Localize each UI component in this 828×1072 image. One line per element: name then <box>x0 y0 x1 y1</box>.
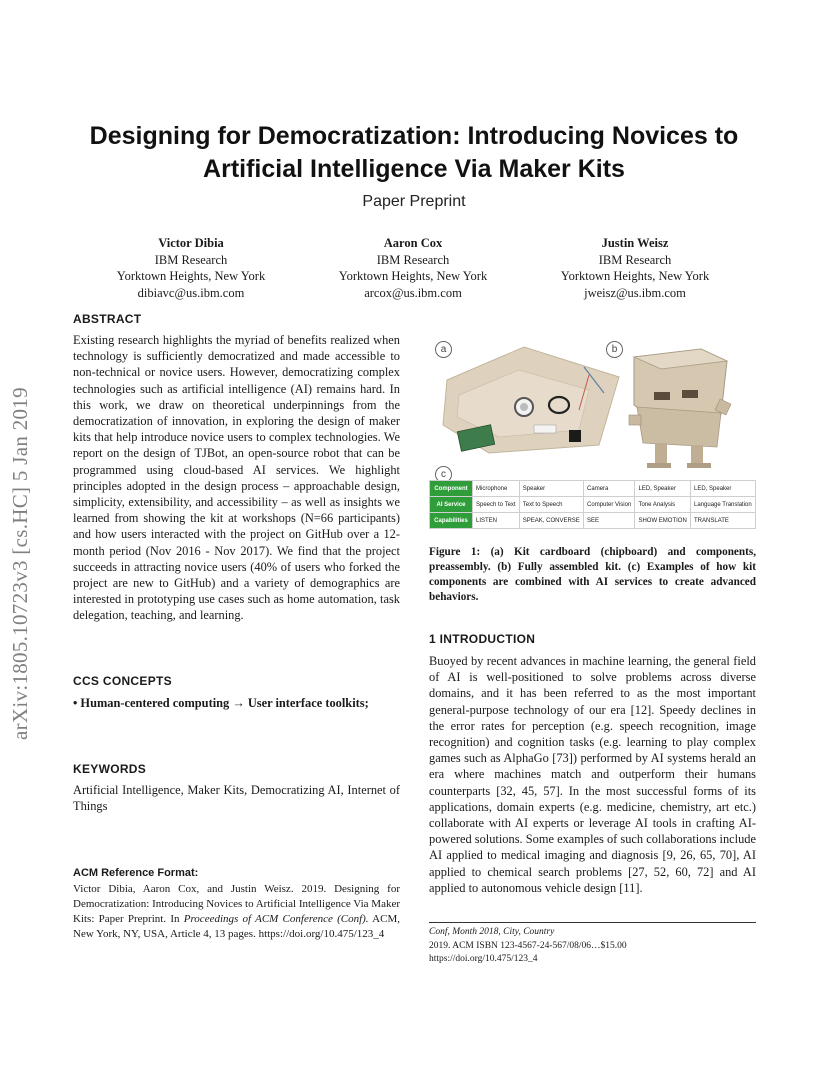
abstract-text: Existing research highlights the myriad of benefits realized when technology is sufficiently democratized and made accessible to non-technical or novice users. However, democratizing complex technologies such as artificial intelligence (AI) remains hard. In this work, we draw on theoretical underpinnings from the democratization of innovation, in exploring the design of maker kits that help introduce novice users to complex technologies. We report on the design of TJBot, an open-source robot that can be programmed using cloud-based AI services. We highlight principles adopted in the design process – approachable design, simplicity, extensibility, and accessibility – as well as insights we learned from showing the kit at workshops (N=66 participants) and how users interacted with the project on GitHub over a 12-month period (Nov 2016 - Nov 2017). We find that the project succeeds in attracting novice users (40% of users who forked the project are new to GitHub) and a variety of demographics are interested in prototyping use cases such as home automation, task delegation, teaching, and learning. <box>73 333 400 623</box>
acm-reference-part: Victor Dibia, Aaron Cox, and Justin Weisz. 2019. Designing for Democratization: Introducing Novices to Artificial Intelligence Via Maker Kits: Paper Preprint. In <box>73 883 400 925</box>
author-location: Yorktown Heights, New York <box>338 269 488 283</box>
table-row-header: AI Service <box>430 497 473 513</box>
figure-label-c: c <box>435 466 452 483</box>
figure-1 <box>429 335 756 533</box>
table-cell: Computer Vision <box>584 497 635 513</box>
table-row <box>430 497 756 513</box>
table-cell: Text to Speech <box>519 497 583 513</box>
author-org: IBM Research <box>598 252 672 267</box>
introduction-text: Buoyed by recent advances in machine learning, the general field of AI is well-positioned to solve problems across diverse domains, and it has been referred to as the most important general-purpose technology of our era [12]. Speedy declines in the error rates for perception (e.g. speech recognition, image recognition) and cognition tasks (e.g. learning to play complex games such as AlphaGo [73]) performed by AI systems herald an era where machines match and outperform their humans counterparts [32, 45, 57]. In the most successful forms of its applications, domain experts (e.g. medicine, chemistry, art etc.) collaborate with AI experts or leverage AI tools in crafting AI-powered solutions. Some examples of such collaborations include AI applied to medical imaging and diagnosis [9, 26, 65, 70], AI applied to chemical search problems [27, 52, 60, 72] and AI applied to autonomous vehicle design [11]. <box>429 654 756 895</box>
table-cell: SEE <box>584 513 635 529</box>
keywords-text: Artificial Intelligence, Maker Kits, Democratizing AI, Internet of Things <box>73 783 400 814</box>
acm-reference-heading: ACM Reference Format: <box>73 867 199 879</box>
table-cell: SPEAK, CONVERSE <box>519 513 583 529</box>
table-row-header: Capabilities <box>430 513 473 529</box>
table-cell: Microphone <box>473 481 520 497</box>
acm-reference-proceedings: Proceedings of ACM Conference (Conf). <box>183 913 369 925</box>
table-cell: Speaker <box>519 481 583 497</box>
ccs-text: • Human-centered computing → User interface toolkits; <box>73 696 369 710</box>
keywords-heading: KEYWORDS <box>73 762 147 776</box>
footer-isbn: 2019. ACM ISBN 123-4567-24-567/08/06…$15.00 <box>429 940 627 951</box>
author-location: Yorktown Heights, New York <box>116 269 266 283</box>
author-block <box>525 235 745 301</box>
table-cell: SHOW EMOTION <box>635 513 691 529</box>
arxiv-stamp: arXiv:1805.10723v3 [cs.HC] 5 Jan 2019 <box>8 387 32 740</box>
figure-capabilities-table <box>429 480 756 529</box>
author-location: Yorktown Heights, New York <box>560 269 710 283</box>
author-name: Aaron Cox <box>383 236 443 250</box>
footer <box>429 926 756 967</box>
author-email[interactable]: arcox@us.ibm.com <box>364 285 462 300</box>
author-name: Justin Weisz <box>601 236 669 250</box>
table-cell: Speech to Text <box>473 497 520 513</box>
ccs-heading: CCS CONCEPTS <box>73 674 172 688</box>
author-block <box>81 235 301 301</box>
author-name: Victor Dibia <box>158 236 224 250</box>
table-cell: LISTEN <box>473 513 520 529</box>
author-org: IBM Research <box>154 252 228 267</box>
table-row <box>430 481 756 497</box>
abstract-heading: ABSTRACT <box>73 312 142 326</box>
author-block <box>303 235 523 301</box>
figure-label-b: b <box>606 341 623 358</box>
paper-title: Designing for Democratization: Introducing Novices to Artificial Intelligence Via Maker Kits <box>89 122 739 183</box>
figure-label-a: a <box>435 341 452 358</box>
table-cell: LED, Speaker <box>635 481 691 497</box>
author-email[interactable]: dibiavc@us.ibm.com <box>137 285 245 300</box>
footer-doi[interactable]: https://doi.org/10.475/123_4 <box>429 954 538 964</box>
table-cell: Camera <box>584 481 635 497</box>
footer-divider <box>429 922 756 923</box>
figure-caption: Figure 1: (a) Kit cardboard (chipboard) and components, preassembly. (b) Fully assembled kit. (c) Examples of how kit components are combined with AI services to create advanced behaviors. <box>429 546 756 603</box>
figure-photo <box>429 335 756 477</box>
table-cell: TRANSLATE <box>691 513 756 529</box>
table-row-header: Component <box>430 481 473 497</box>
acm-reference-text <box>73 882 400 942</box>
acm-reference-part: ACM, New York, NY, USA, Article 4, 13 pages. https://doi.org/10.475/123_4 <box>73 913 400 940</box>
introduction-heading: 1 INTRODUCTION <box>429 632 536 646</box>
table-row <box>430 513 756 529</box>
paper-subtitle: Paper Preprint <box>362 193 466 210</box>
table-cell: LED, Speaker <box>691 481 756 497</box>
author-email[interactable]: jweisz@us.ibm.com <box>584 285 686 300</box>
table-cell: Language Translation <box>691 497 756 513</box>
footer-conference: Conf, Month 2018, City, Country <box>429 927 555 937</box>
author-org: IBM Research <box>376 252 450 267</box>
table-cell: Tone Analysis <box>635 497 691 513</box>
